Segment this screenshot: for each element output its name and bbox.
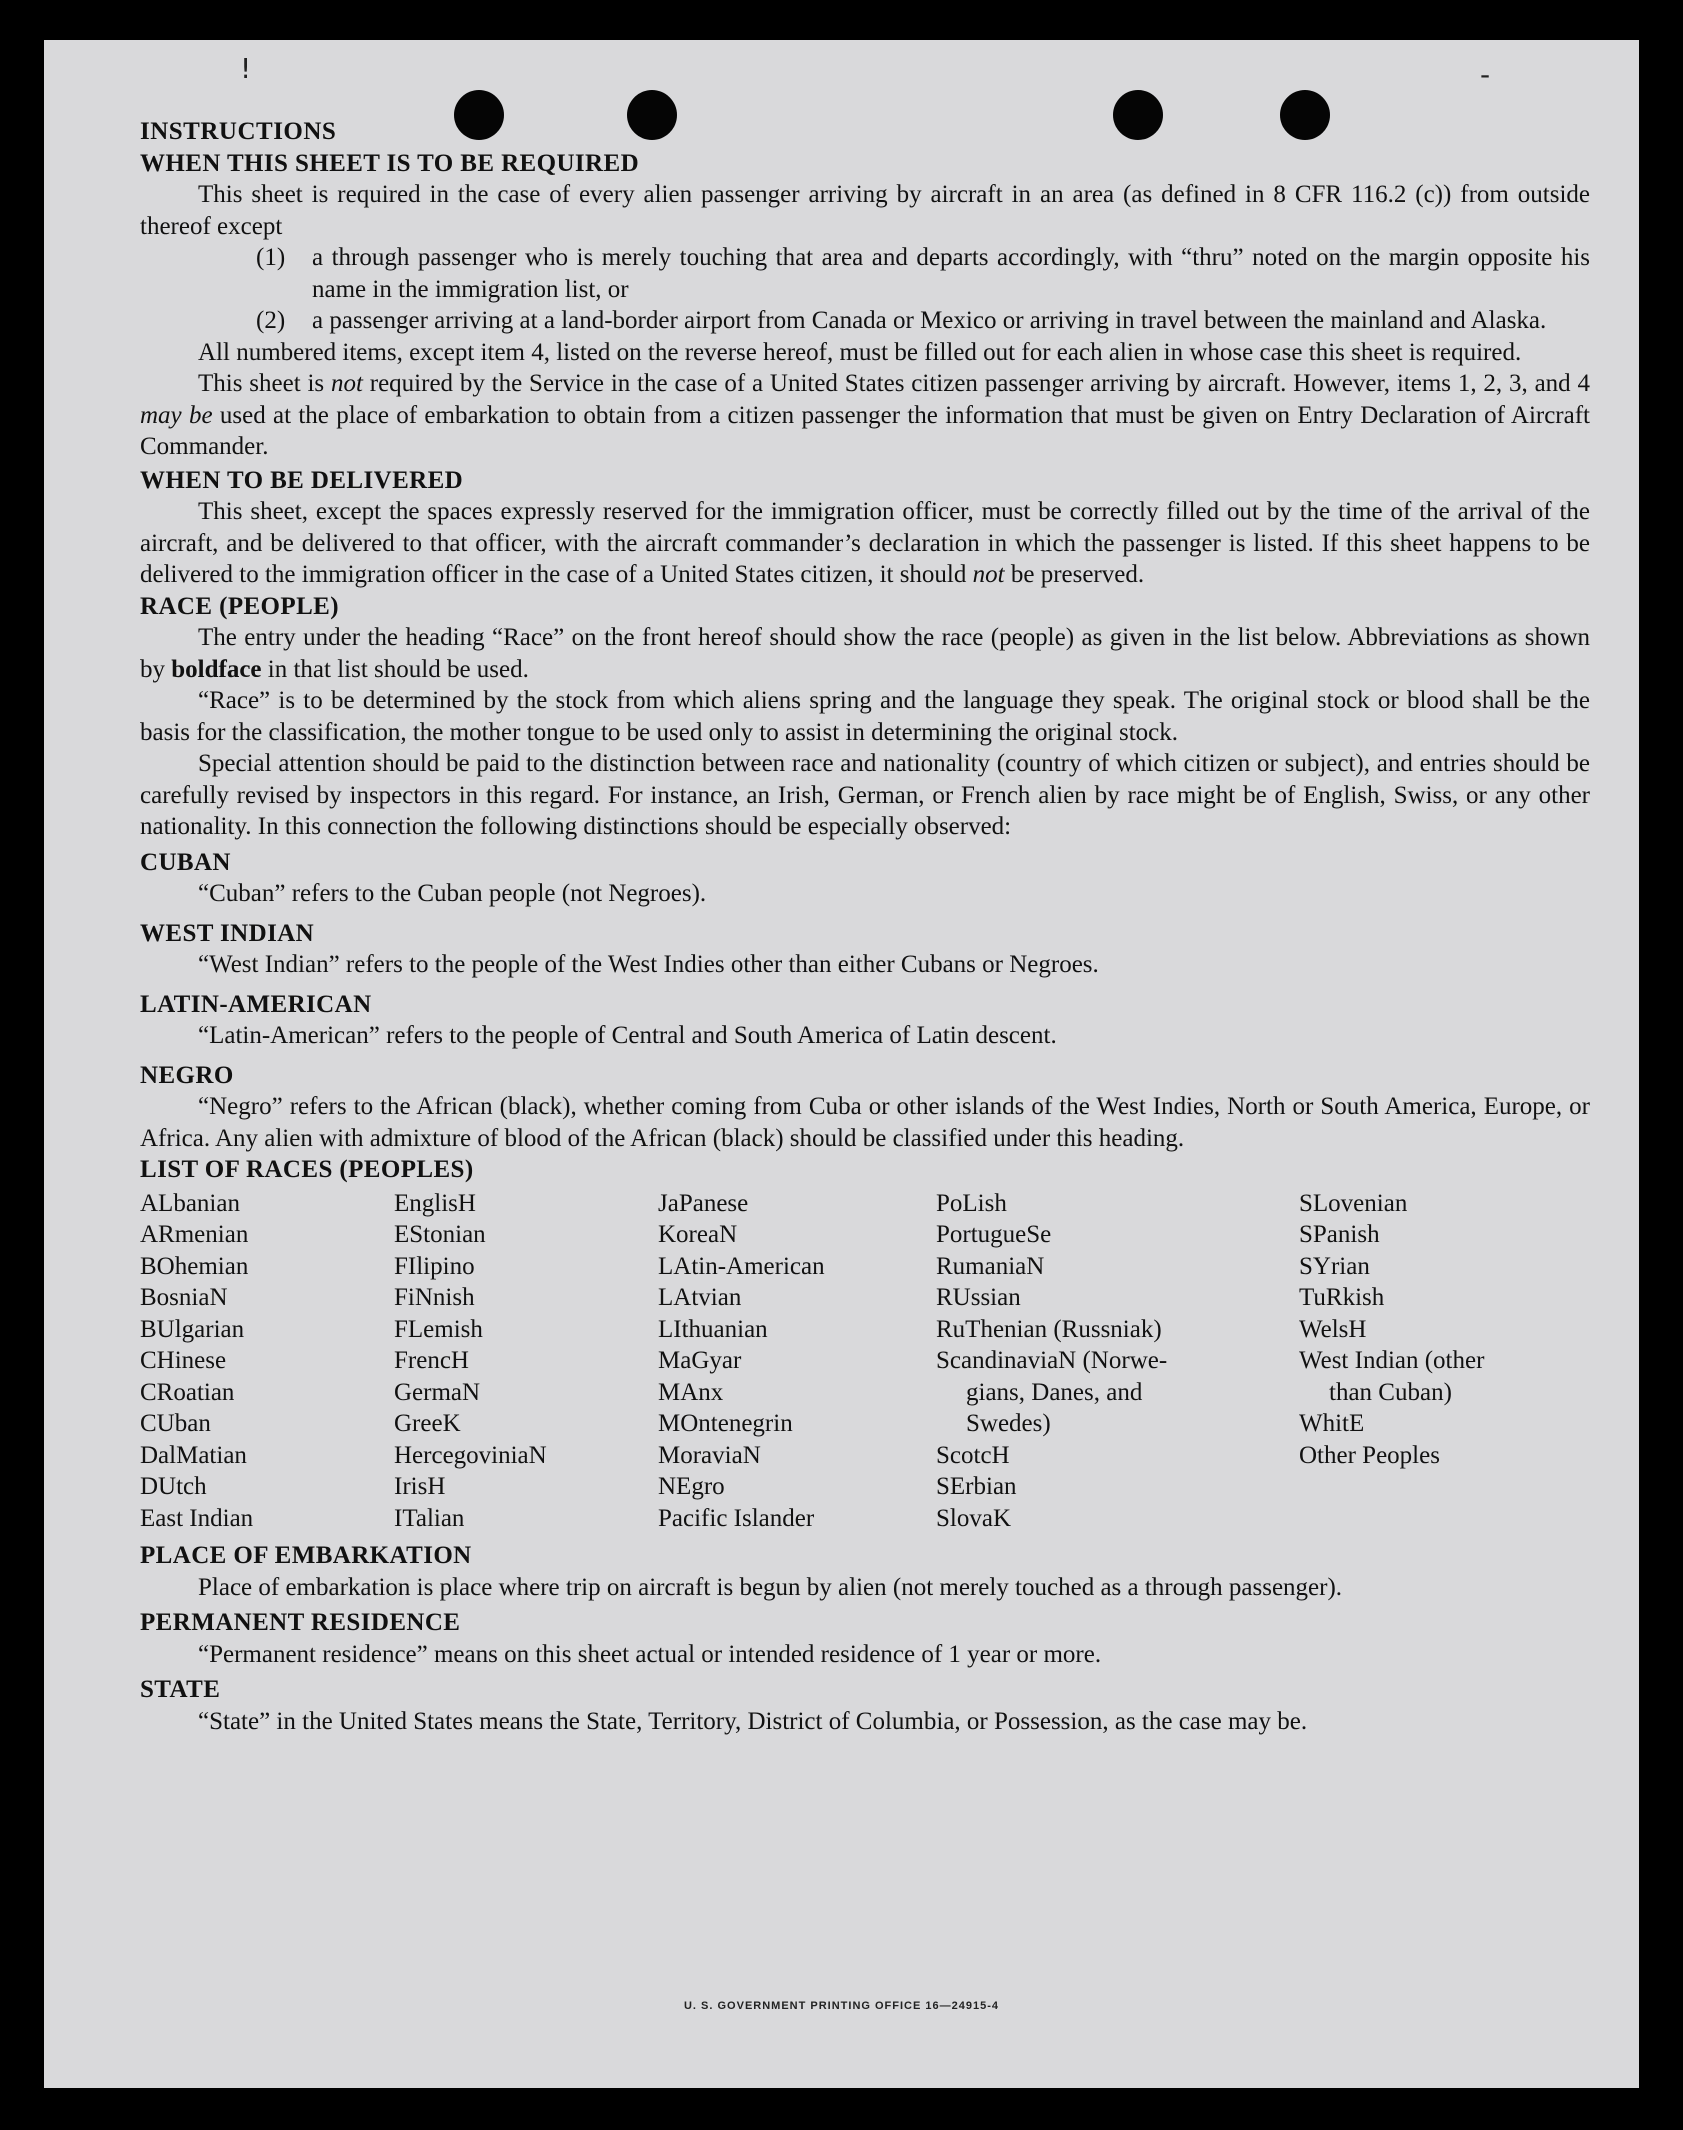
paragraph: This sheet, except the spaces expressly reserved for the immigration officer, must be correctly filled out by the time of the arrival of the aircraft, and be delivered to that officer, with the aircraft commander’s declaration in which the passenger is listed. If this sheet happens to be delivered to the immigration officer in the case of a United States citizen, it should not be preserved. [140, 498, 1590, 588]
race-entry: East Indian [140, 1504, 254, 1532]
race-entry: DUtch [140, 1473, 207, 1500]
section-heading: NEGRO [140, 1061, 234, 1089]
paragraph: “Cuban” refers to the Cuban people (not Negroes). [198, 880, 707, 907]
paragraph: “West Indian” refers to the people of the West Indies other than either Cubans or Negroes. [198, 951, 1099, 978]
section-heading: WHEN THIS SHEET IS TO BE REQUIRED [140, 149, 640, 177]
list-item [140, 305, 1590, 337]
paragraph: “Latin-American” refers to the people of Central and South America of Latin descent. [198, 1022, 1057, 1049]
item-text: a passenger arriving at a land-border airport from Canada or Mexico or arriving in travel between the mainland and Alaska. [312, 307, 1547, 334]
race-entry: SlovaK [936, 1504, 1011, 1532]
item-number: (1) [256, 244, 286, 271]
race-column [140, 1188, 394, 1535]
section-heading: PERMANENT RESIDENCE [140, 1609, 461, 1636]
race-entry: JaPanese [658, 1189, 749, 1217]
race-entry: CRoatian [140, 1378, 235, 1406]
paragraph: Special attention should be paid to the distinction between race and nationality (country of which citizen or subject), and entries should be carefully revised by inspectors in this regard. For instance, an Irish, German, or French alien by race might be of English, Swiss, or any other nationality. In this connection the following distinctions should be especially observed: [140, 750, 1590, 840]
paragraph: All numbered items, except item 4, listed on the reverse hereof, must be filled out for each alien in whose case this sheet is required. [198, 338, 1522, 366]
race-entry: SLovenian [1299, 1189, 1408, 1217]
race-entry: Other Peoples [1299, 1441, 1440, 1469]
section-heading: CUBAN [140, 848, 231, 876]
document-body [140, 116, 1590, 1737]
paragraph: “Negro” refers to the African (black), whether coming from Cuba or other islands of the West Indies, North or South America, Europe, or Africa. Any alien with admixture of blood of the African (black) should be classified under this heading. [140, 1093, 1590, 1152]
list-item [140, 242, 1590, 305]
section-heading: LATIN-AMERICAN [140, 990, 372, 1018]
race-entry: PoLish [936, 1189, 1007, 1217]
section-heading: WEST INDIAN [140, 919, 315, 947]
race-entry: RumaniaN [936, 1252, 1045, 1280]
race-column [394, 1188, 658, 1535]
race-entry: FiNnish [394, 1284, 475, 1311]
race-column [658, 1188, 936, 1535]
race-entry: CUban [140, 1410, 211, 1437]
race-entry: SErbian [936, 1473, 1017, 1500]
section-heading: RACE (PEOPLE) [140, 592, 339, 620]
race-entry: SPanish [1299, 1221, 1380, 1248]
race-entry: MAnx [658, 1378, 724, 1406]
stray-mark: ! [240, 52, 252, 85]
race-entry: Swedes) [966, 1410, 1051, 1437]
paragraph: “Race” is to be determined by the stock from which aliens spring and the language they speak. The original stock or blood shall be the basis for the classification, the mother tongue to be used only to assist in determining the original stock. [140, 687, 1590, 746]
document-sheet [44, 40, 1639, 2088]
race-list [140, 1188, 1590, 1535]
race-entry: PortugueSe [936, 1221, 1052, 1248]
paragraph: This sheet is not required by the Service in the case of a United States citizen passenger arriving by aircraft. However, items 1, 2, 3, and 4 may be used at the place of embarkation to obtain from a citizen passenger the information that must be given on Entry Declaration of Aircraft Commander. [140, 370, 1591, 460]
race-entry: DalMatian [140, 1441, 247, 1469]
section-heading: PLACE OF EMBARKATION [140, 1542, 472, 1569]
race-column [936, 1188, 1299, 1535]
race-entry: KoreaN [658, 1221, 738, 1248]
paragraph: “State” in the United States means the State, Territory, District of Columbia, or Possession, as the case may be. [198, 1707, 1308, 1735]
race-entry: WhitE [1299, 1410, 1365, 1437]
page-title: INSTRUCTIONS [140, 118, 337, 145]
paragraph: This sheet is required in the case of every alien passenger arriving by aircraft in an area (as defined in 8 CFR 116.2 (c)) from outside thereof except [140, 181, 1590, 240]
section-heading: STATE [140, 1676, 221, 1703]
race-entry: GermaN [394, 1378, 481, 1406]
race-entry: GreeK [394, 1410, 461, 1437]
race-entry: ScotcH [936, 1441, 1010, 1469]
race-entry: FrencH [394, 1347, 469, 1374]
race-entry: LAtvian [658, 1284, 742, 1311]
race-entry: LAtin-American [658, 1252, 825, 1280]
race-entry: ARmenian [140, 1221, 249, 1248]
race-entry: FIlipino [394, 1252, 475, 1280]
race-entry: BUlgarian [140, 1315, 245, 1343]
paragraph: The entry under the heading “Race” on the front hereof should show the race (people) as given in the list below. Abbreviations as shown by boldface in that list should be used. [140, 624, 1590, 683]
race-entry: EStonian [394, 1221, 486, 1248]
race-entry: IrisH [394, 1473, 446, 1500]
race-entry: FLemish [394, 1315, 483, 1343]
item-number: (2) [256, 307, 286, 334]
race-entry: WelsH [1299, 1315, 1367, 1343]
race-entry: Pacific Islander [658, 1504, 815, 1532]
paragraph: Place of embarkation is place where trip on aircraft is begun by alien (not merely touched as a through passenger). [198, 1573, 1343, 1601]
race-entry: MOntenegrin [658, 1410, 793, 1437]
race-entry: SYrian [1299, 1252, 1370, 1280]
section-heading: WHEN TO BE DELIVERED [140, 466, 464, 494]
race-entry: HercegoviniaN [394, 1441, 547, 1469]
race-entry: NEgro [658, 1473, 725, 1500]
printer-imprint: U. S. GOVERNMENT PRINTING OFFICE 16—24915-4 [683, 2000, 999, 2012]
race-entry: ITalian [394, 1504, 465, 1532]
race-entry: TuRkish [1299, 1284, 1385, 1311]
race-entry: RuThenian (Russniak) [936, 1315, 1162, 1343]
race-entry: ScandinaviaN (Norwe- [936, 1347, 1168, 1374]
race-entry: BosniaN [140, 1284, 228, 1311]
race-entry: ALbanian [140, 1189, 240, 1217]
stray-mark: - [1480, 58, 1491, 91]
race-entry: EnglisH [394, 1189, 476, 1217]
race-entry: West Indian (other [1299, 1347, 1485, 1374]
race-entry: RUssian [936, 1284, 1021, 1311]
item-text: a through passenger who is merely touching that area and departs accordingly, with “thru” noted on the margin opposite his name in the immigration list, or [312, 244, 1590, 303]
race-column [1299, 1188, 1559, 1535]
race-entry: gians, Danes, and [966, 1378, 1143, 1406]
race-entry: LIthuanian [658, 1315, 768, 1343]
race-entry: MoraviaN [658, 1441, 761, 1469]
race-entry: MaGyar [658, 1347, 742, 1374]
race-entry: CHinese [140, 1347, 227, 1374]
race-entry: than Cuban) [1329, 1378, 1452, 1406]
paragraph: “Permanent residence” means on this sheet actual or intended residence of 1 year or more. [198, 1640, 1102, 1668]
section-heading: LIST OF RACES (PEOPLES) [140, 1156, 474, 1183]
race-entry: BOhemian [140, 1252, 249, 1280]
